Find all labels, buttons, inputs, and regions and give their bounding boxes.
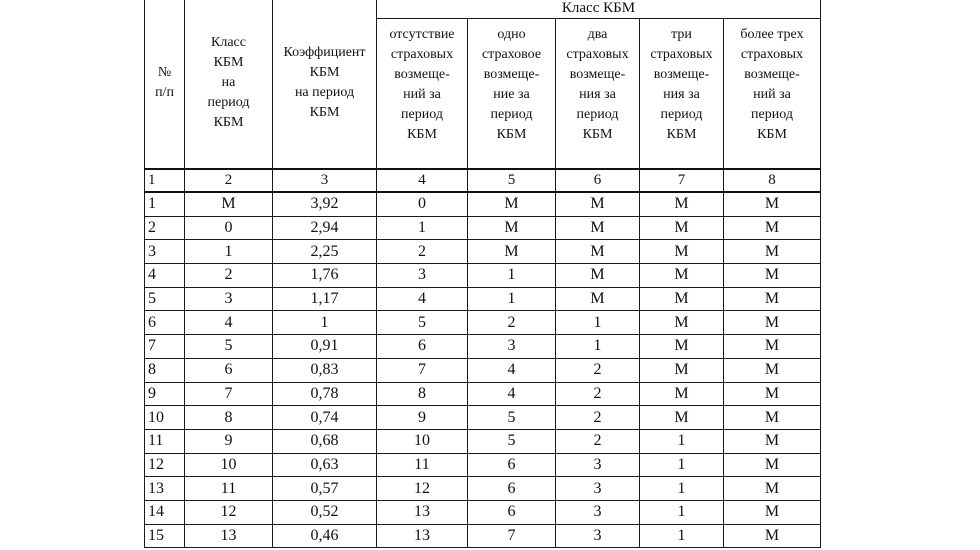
more-than-three-claims-class-cell: M — [724, 406, 821, 430]
one-claim-class-cell: 6 — [468, 453, 556, 477]
header-more-than-three-claims-line: КБМ — [757, 127, 787, 142]
table-row — [145, 429, 821, 453]
table-row — [145, 358, 821, 382]
header-class-kbm-period-line: КБМ — [213, 115, 244, 130]
no-claims-class-cell: 7 — [377, 358, 468, 382]
more-than-three-claims-class-cell: M — [724, 382, 821, 406]
three-claims-class-cell: M — [640, 382, 724, 406]
row-number-cell: 3 — [145, 240, 185, 264]
no-claims-class-cell: 13 — [377, 500, 468, 524]
coefficient-cell: 0,74 — [273, 406, 377, 430]
no-claims-class-cell: 6 — [377, 335, 468, 359]
no-claims-class-cell: 13 — [377, 524, 468, 548]
header-row — [145, 0, 821, 19]
header-three-claims-line: возмеще- — [653, 67, 710, 82]
no-claims-class-cell: 5 — [377, 311, 468, 335]
coefficient-cell: 1 — [273, 311, 377, 335]
coefficient-cell: 2,25 — [273, 240, 377, 264]
header-coefficient-kbm — [273, 0, 377, 169]
class-kbm-cell: 7 — [185, 382, 273, 406]
header-three-claims-line: КБМ — [666, 127, 697, 142]
table-row — [145, 216, 821, 240]
table-row — [145, 264, 821, 288]
header-coefficient-kbm-line: КБМ — [309, 105, 340, 120]
header-more-than-three-claims-line: более трех — [740, 27, 804, 42]
three-claims-class-cell: M — [640, 216, 724, 240]
column-number-cell: 3 — [273, 169, 377, 192]
header-coefficient-kbm-line: Коэффициент — [283, 45, 366, 60]
class-kbm-cell: 8 — [185, 406, 273, 430]
row-number-cell: 2 — [145, 216, 185, 240]
header-one-claim-line: одно — [497, 27, 526, 42]
header-row-number — [145, 0, 185, 169]
more-than-three-claims-class-cell: M — [724, 287, 821, 311]
column-number-cell: 1 — [145, 169, 185, 192]
class-kbm-cell: 9 — [185, 429, 273, 453]
coefficient-cell: 0,52 — [273, 500, 377, 524]
class-kbm-cell: M — [185, 192, 273, 216]
one-claim-class-cell: M — [468, 240, 556, 264]
row-number-cell: 8 — [145, 358, 185, 382]
header-no-claims-line: период — [401, 107, 443, 122]
three-claims-class-cell: M — [640, 311, 724, 335]
more-than-three-claims-class-cell: M — [724, 264, 821, 288]
more-than-three-claims-class-cell: M — [724, 500, 821, 524]
two-claims-class-cell: 3 — [556, 524, 640, 548]
more-than-three-claims-class-cell: M — [724, 216, 821, 240]
header-one-claim-line: КБМ — [496, 127, 527, 142]
coefficient-cell: 0,57 — [273, 477, 377, 501]
header-coefficient-kbm-line: КБМ — [309, 65, 340, 80]
header-three-claims-line: страховых — [650, 47, 713, 62]
header-no-claims-line: КБМ — [407, 127, 437, 142]
column-number-cell: 5 — [468, 169, 556, 192]
table-row — [145, 453, 821, 477]
three-claims-class-cell: 1 — [640, 524, 724, 548]
one-claim-class-cell: 3 — [468, 335, 556, 359]
header-class-kbm-group: Класс КБМ — [377, 0, 821, 19]
three-claims-class-cell: M — [640, 335, 724, 359]
one-claim-class-cell: 7 — [468, 524, 556, 548]
header-class-kbm-period — [185, 0, 273, 169]
coefficient-cell: 0,78 — [273, 382, 377, 406]
no-claims-class-cell: 12 — [377, 477, 468, 501]
table-row — [145, 382, 821, 406]
two-claims-class-cell: 2 — [556, 382, 640, 406]
three-claims-class-cell: M — [640, 358, 724, 382]
row-number-cell: 10 — [145, 406, 185, 430]
three-claims-class-cell: M — [640, 264, 724, 288]
class-kbm-cell: 11 — [185, 477, 273, 501]
table-row — [145, 406, 821, 430]
coefficient-cell: 0,46 — [273, 524, 377, 548]
class-kbm-cell: 4 — [185, 311, 273, 335]
table-row — [145, 500, 821, 524]
coefficient-cell: 1,17 — [273, 287, 377, 311]
header-no-claims-line: отсутствие — [389, 27, 455, 42]
header-class-kbm-period-line: Класс — [211, 35, 246, 50]
two-claims-class-cell: 3 — [556, 500, 640, 524]
header-class-kbm-period-line: на — [221, 75, 236, 90]
row-number-cell: 14 — [145, 500, 185, 524]
header-more-than-three-claims-line: возмеще- — [744, 67, 800, 82]
coefficient-cell: 2,94 — [273, 216, 377, 240]
row-number-cell: 1 — [145, 192, 185, 216]
row-number-cell: 4 — [145, 264, 185, 288]
header-row-number-line: № — [157, 65, 172, 80]
no-claims-class-cell: 11 — [377, 453, 468, 477]
header-one-claim-line: период — [490, 107, 533, 122]
header-coefficient-kbm-line: на период — [294, 85, 355, 100]
one-claim-class-cell: 1 — [468, 287, 556, 311]
class-kbm-cell: 6 — [185, 358, 273, 382]
two-claims-class-cell: 3 — [556, 477, 640, 501]
column-number-cell: 6 — [556, 169, 640, 192]
row-number-cell: 11 — [145, 429, 185, 453]
table-row — [145, 335, 821, 359]
one-claim-class-cell: 4 — [468, 382, 556, 406]
header-row-number-line: п/п — [155, 85, 174, 100]
two-claims-class-cell: 2 — [556, 429, 640, 453]
table-row — [145, 240, 821, 264]
one-claim-class-cell: M — [468, 216, 556, 240]
coefficient-cell: 0,83 — [273, 358, 377, 382]
two-claims-class-cell: M — [556, 240, 640, 264]
column-number-cell: 4 — [377, 169, 468, 192]
column-number-cell: 7 — [640, 169, 724, 192]
header-one-claim-line: страховое — [481, 47, 542, 62]
one-claim-class-cell: 2 — [468, 311, 556, 335]
header-one-claim-line: ние за — [493, 87, 530, 102]
header-three-claims — [640, 19, 724, 170]
header-class-kbm-period-line: период — [207, 95, 250, 110]
header-three-claims-line: ния за — [663, 87, 700, 102]
header-no-claims — [377, 19, 468, 170]
two-claims-class-cell: 1 — [556, 311, 640, 335]
row-number-cell: 15 — [145, 524, 185, 548]
one-claim-class-cell: 1 — [468, 264, 556, 288]
header-more-than-three-claims-line: ний за — [753, 87, 791, 102]
kbm-coefficients-table — [144, 0, 821, 548]
three-claims-class-cell: M — [640, 406, 724, 430]
no-claims-class-cell: 3 — [377, 264, 468, 288]
header-two-claims-line: КБМ — [582, 127, 613, 142]
two-claims-class-cell: M — [556, 287, 640, 311]
three-claims-class-cell: 1 — [640, 500, 724, 524]
no-claims-class-cell: 0 — [377, 192, 468, 216]
three-claims-class-cell: 1 — [640, 477, 724, 501]
coefficient-cell: 1,76 — [273, 264, 377, 288]
table-row — [145, 192, 821, 216]
two-claims-class-cell: 3 — [556, 453, 640, 477]
more-than-three-claims-class-cell: M — [724, 524, 821, 548]
one-claim-class-cell: 5 — [468, 406, 556, 430]
three-claims-class-cell: M — [640, 287, 724, 311]
class-kbm-cell: 1 — [185, 240, 273, 264]
header-three-claims-line: три — [671, 27, 692, 42]
more-than-three-claims-class-cell: M — [724, 429, 821, 453]
class-kbm-cell: 5 — [185, 335, 273, 359]
table-row — [145, 477, 821, 501]
three-claims-class-cell: 1 — [640, 453, 724, 477]
one-claim-class-cell: 6 — [468, 500, 556, 524]
no-claims-class-cell: 9 — [377, 406, 468, 430]
header-no-claims-line: ний за — [403, 87, 441, 102]
more-than-three-claims-class-cell: M — [724, 453, 821, 477]
more-than-three-claims-class-cell: M — [724, 477, 821, 501]
more-than-three-claims-class-cell: M — [724, 192, 821, 216]
header-more-than-three-claims-line: период — [751, 107, 793, 122]
more-than-three-claims-class-cell: M — [724, 335, 821, 359]
header-more-than-three-claims — [724, 19, 821, 170]
row-number-cell: 13 — [145, 477, 185, 501]
class-kbm-cell: 13 — [185, 524, 273, 548]
column-numbers-row — [145, 169, 821, 192]
three-claims-class-cell: M — [640, 240, 724, 264]
two-claims-class-cell: 2 — [556, 358, 640, 382]
more-than-three-claims-class-cell: M — [724, 240, 821, 264]
header-two-claims-line: страховых — [566, 47, 629, 62]
header-one-claim — [468, 19, 556, 170]
class-kbm-cell: 10 — [185, 453, 273, 477]
header-two-claims-line: возмеще- — [569, 67, 626, 82]
two-claims-class-cell: M — [556, 264, 640, 288]
header-one-claim-line: возмеще- — [483, 67, 540, 82]
coefficient-cell: 0,68 — [273, 429, 377, 453]
class-kbm-cell: 0 — [185, 216, 273, 240]
header-no-claims-line: страховых — [390, 47, 454, 62]
one-claim-class-cell: M — [468, 192, 556, 216]
two-claims-class-cell: 2 — [556, 406, 640, 430]
no-claims-class-cell: 4 — [377, 287, 468, 311]
row-number-cell: 12 — [145, 453, 185, 477]
no-claims-class-cell: 10 — [377, 429, 468, 453]
coefficient-cell: 3,92 — [273, 192, 377, 216]
table-row — [145, 311, 821, 335]
one-claim-class-cell: 4 — [468, 358, 556, 382]
row-number-cell: 5 — [145, 287, 185, 311]
header-two-claims-line: ния за — [579, 87, 616, 102]
two-claims-class-cell: M — [556, 216, 640, 240]
column-number-cell: 2 — [185, 169, 273, 192]
one-claim-class-cell: 6 — [468, 477, 556, 501]
three-claims-class-cell: M — [640, 192, 724, 216]
row-number-cell: 9 — [145, 382, 185, 406]
no-claims-class-cell: 8 — [377, 382, 468, 406]
no-claims-class-cell: 2 — [377, 240, 468, 264]
coefficient-cell: 0,63 — [273, 453, 377, 477]
class-kbm-cell: 12 — [185, 500, 273, 524]
header-more-than-three-claims-line: страховых — [740, 47, 804, 62]
table-body — [145, 192, 821, 548]
class-kbm-cell: 3 — [185, 287, 273, 311]
coefficient-cell: 0,91 — [273, 335, 377, 359]
class-kbm-cell: 2 — [185, 264, 273, 288]
header-no-claims-line: возмеще- — [394, 67, 450, 82]
row-number-cell: 6 — [145, 311, 185, 335]
header-two-claims — [556, 19, 640, 170]
no-claims-class-cell: 1 — [377, 216, 468, 240]
one-claim-class-cell: 5 — [468, 429, 556, 453]
more-than-three-claims-class-cell: M — [724, 358, 821, 382]
row-number-cell: 7 — [145, 335, 185, 359]
header-two-claims-line: два — [587, 27, 608, 42]
table-row — [145, 287, 821, 311]
column-number-cell: 8 — [724, 169, 821, 192]
more-than-three-claims-class-cell: M — [724, 311, 821, 335]
header-three-claims-line: период — [660, 107, 703, 122]
two-claims-class-cell: 1 — [556, 335, 640, 359]
three-claims-class-cell: 1 — [640, 429, 724, 453]
header-two-claims-line: период — [576, 107, 619, 122]
header-class-kbm-period-line: КБМ — [213, 55, 244, 70]
table-row — [145, 524, 821, 548]
two-claims-class-cell: M — [556, 192, 640, 216]
